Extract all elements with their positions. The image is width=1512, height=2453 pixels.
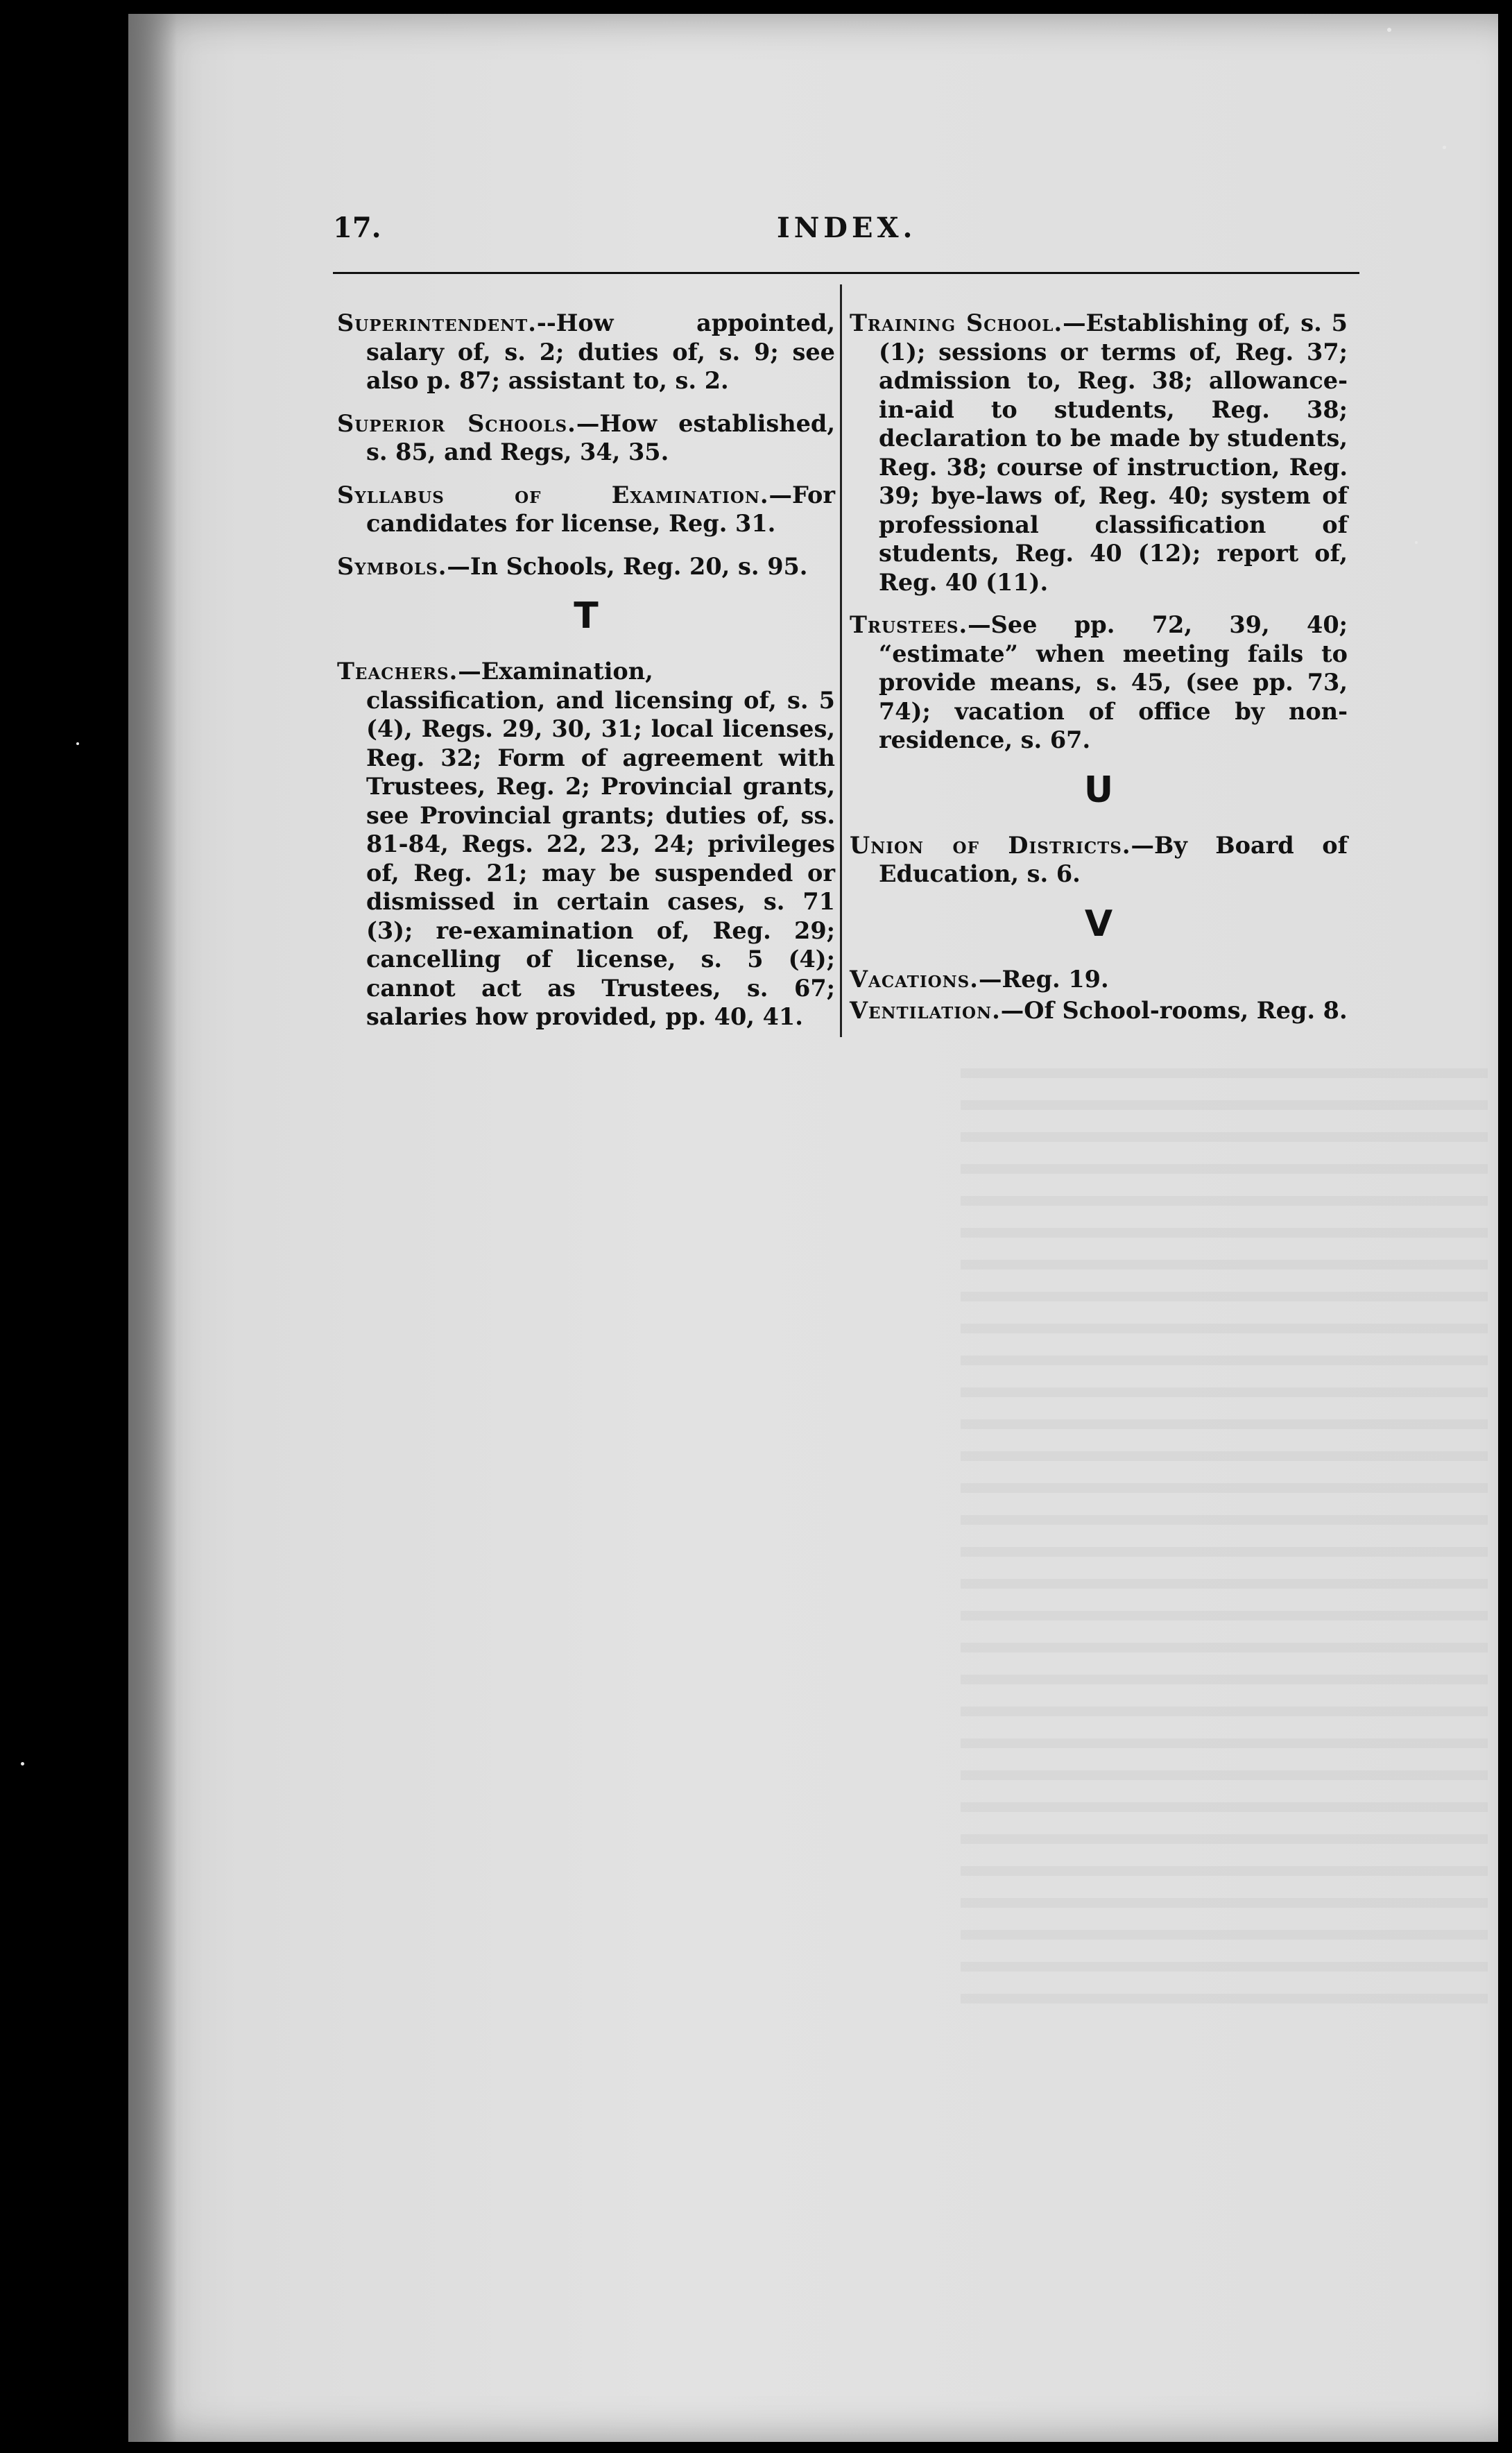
index-entry <box>337 552 835 581</box>
section-letter-u: U <box>1083 769 1114 811</box>
entry-text: —How established, s. 85, and Regs, 34, 35. <box>366 409 835 465</box>
entry-text: --How appointed, salary of, s. 2; duties of, s. 9; see also p. 87; assistant to, s. 2. <box>366 309 835 394</box>
index-entry <box>850 831 1348 889</box>
index-entry <box>337 657 835 1032</box>
entry-term: Teachers. <box>337 658 458 685</box>
entry-text: —By Board of Education, s. 6. <box>879 831 1348 887</box>
entry-term: Union of Districts. <box>850 831 1131 859</box>
entry-text: —Examination, classification, and licensing of, s. 5 (4), Regs. 29, 30, 31; local licenses, Reg. 32; Form of agreement with Trustees, Reg. 2; Provincial grants, see Provincial grants; duties of, ss. 81-84, Regs. 22, 23, 24; privileges of, Reg. 21; may be suspended or dismissed in certain cases, s. 71 (3); re-examination of, Reg. 29; cancelling of license, s. 5 (4); cannot act as Trustees, s. 67; salaries how provided, pp. 40, 41. <box>366 658 835 1030</box>
index-entry <box>850 309 1348 597</box>
index-entry <box>337 409 835 467</box>
entry-term: Symbols. <box>337 552 447 580</box>
entry-term: Superior Schools. <box>337 409 576 437</box>
entry-term: Training School. <box>850 309 1063 336</box>
entry-text: —Establishing of, s. 5 (1); sessions or terms of, Reg. 37; admission to, Reg. 38; allowance-in-aid to students, Reg. 38; declaration to be made by students, Reg. 38; course of instruction, Reg. 39; bye-laws of, Reg. 40; system of professional classification of students, Reg. 40 (12); report of, Reg. 40 (11). <box>879 309 1348 596</box>
index-entry <box>850 965 1348 994</box>
bleed-through-text <box>961 1068 1488 2012</box>
right-column <box>850 309 1348 1039</box>
entry-text: —Of School-rooms, Reg. 8. <box>1000 997 1348 1024</box>
left-column <box>337 309 835 1045</box>
index-entry <box>337 481 835 538</box>
index-entry <box>850 996 1348 1025</box>
index-entry <box>850 610 1348 755</box>
entry-text: —See pp. 72, 39, 40; “estimate” when meeting fails to provide means, s. 45, (see pp. 73, 74); vacation of office by non-residence, s. 67. <box>879 611 1348 753</box>
entry-text: —Reg. 19. <box>978 965 1109 993</box>
entry-term: Trustees. <box>850 611 968 638</box>
column-divider <box>840 284 842 1037</box>
entry-term: Ventilation. <box>850 997 1001 1024</box>
entry-text: —In Schools, Reg. 20, s. 95. <box>447 552 808 580</box>
index-entry <box>337 309 835 395</box>
page-number: 17. <box>333 212 381 244</box>
entry-term: Syllabus of Examination. <box>337 481 769 508</box>
section-letter-v: V <box>1084 903 1113 945</box>
section-letter-t: T <box>574 595 599 637</box>
entry-text: —For candidates for license, Reg. 31. <box>366 481 835 537</box>
entry-term: Vacations. <box>850 965 979 993</box>
header-rule <box>333 272 1359 274</box>
page-title: INDEX. <box>777 212 917 244</box>
entry-term: Superintendent. <box>337 309 537 336</box>
